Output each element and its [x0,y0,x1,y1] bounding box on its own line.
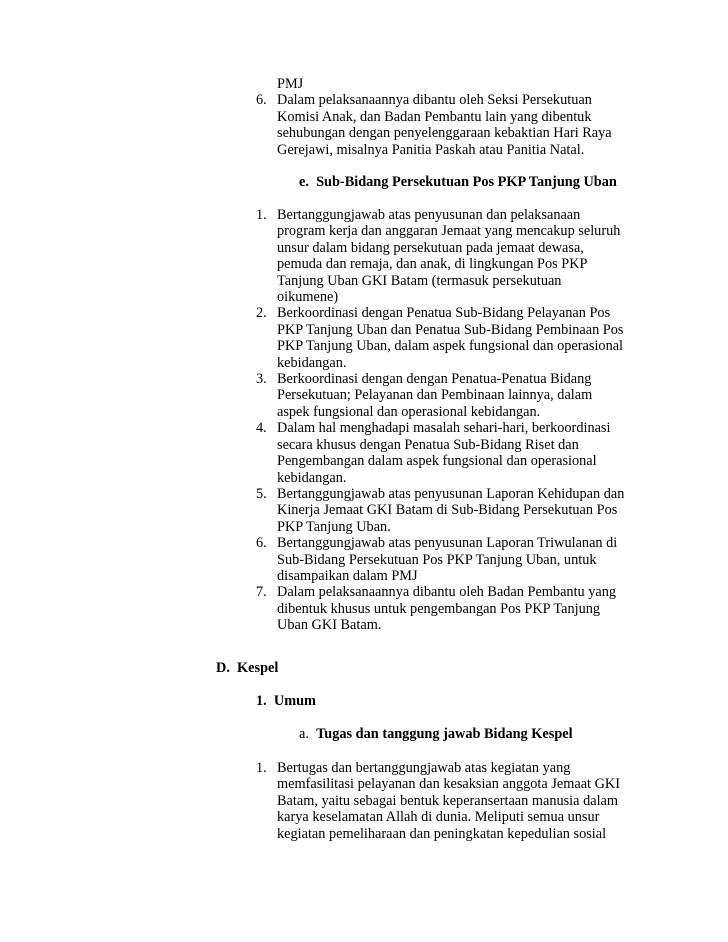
list-item-line: PKP Tanjung Uban. [277,518,391,535]
section-d-heading: D. Kespel [216,660,279,676]
list-item [0,420,728,486]
list-item-line: Komisi Anak, dan Badan Pembantu lain yang dibentuk [277,108,592,125]
list-item-line: Batam, yaitu sebagai bentuk keperansertaan manusia dalam [277,792,619,809]
list-item-line: Gerejawi, misalnya Panitia Paskah atau Panitia Natal. [277,141,585,158]
list-item-number: 5. [256,485,267,502]
list-item-line: PKP Tanjung Uban, dalam aspek fungsional dan operasional [277,338,624,355]
list-item-number: 1. [256,760,267,776]
section-e-marker: e. [299,174,309,190]
subsection-a-heading [299,726,573,742]
list-item-line: kebidangan. [277,469,347,486]
list-item-number: 6. [256,535,267,552]
list-item [0,535,728,584]
list-item-number: 4. [256,420,267,437]
list-item-line: disampaikan dalam PMJ [277,567,418,584]
section-e-heading [299,174,617,190]
list-item-line: oikumene) [277,289,339,306]
list-item-line: karya keselamatan Allah di dunia. Meliputi semua unsur [277,809,600,826]
list-item-number: 1. [256,207,267,223]
list-item-line: Bertanggungjawab atas penyusunan dan pelaksanaan [277,207,581,223]
list-item-line: secara khusus dengan Penatua Sub-Bidang Riset dan [277,436,579,453]
list-item-line: Berkoordinasi dengan Penatua Sub-Bidang Pelayanan Pos [277,305,611,322]
list-item-line: dibentuk khusus untuk pengembangan Pos PKP Tanjung [277,600,601,617]
list-item-number: 7. [256,584,267,601]
list-fragment-line: PMJ [277,76,304,92]
list-item-number: 3. [256,371,267,388]
list-item [0,305,728,371]
list-item-line: Dalam hal menghadapi masalah sehari-hari, berkoordinasi [277,420,611,437]
list-item-line: Berkoordinasi dengan dengan Penatua-Penatua Bidang [277,371,592,388]
list-item-number: 6. [256,92,267,109]
section-e-list [0,207,728,634]
section-d-list [0,760,728,842]
list-item-line: Sub-Bidang Persekutuan Pos PKP Tanjung Uban, untuk [277,551,597,568]
list-item [0,584,728,633]
list-item-line: program kerja dan anggaran Jemaat yang mencakup seluruh [277,223,621,240]
list-item [0,92,728,158]
list-item [0,760,728,842]
subsection-a-title: Tugas dan tanggung jawab Bidang Kespel [316,726,573,742]
list-item-line: Uban GKI Batam. [277,617,382,634]
top-list [0,76,728,158]
list-item-line: sehubungan dengan penyelenggaraan kebaktian Hari Raya [277,125,612,142]
list-item [0,207,728,305]
list-item-line: PKP Tanjung Uban dan Penatua Sub-Bidang Pembinaan Pos [277,321,624,338]
list-item-line: Bertugas dan bertanggungjawab atas kegiatan yang [277,760,571,776]
list-item-line: Bertanggungjawab atas penyusunan Laporan Triwulanan di [277,535,618,552]
list-item-line: Dalam pelaksanaannya dibantu oleh Badan Pembantu yang [277,584,617,601]
list-item-line: pemuda dan remaja, dan anak, di lingkungan Pos PKP [277,256,588,273]
list-item-line: kebidangan. [277,354,347,371]
list-item-line: Persekutuan; Pelayanan dan Pembinaan lainnya, dalam [277,387,593,404]
list-item-line: aspek fungsional dan operasional kebidangan. [277,403,541,420]
list-item-line: Pengembangan dalam aspek fungsional dan operasional [277,453,597,470]
list-item [0,486,728,535]
list-item-number: 2. [256,305,267,322]
list-item [0,371,728,420]
list-item-line: Kinerja Jemaat GKI Batam di Sub-Bidang Persekutuan Pos [277,502,618,519]
list-item-line: Dalam pelaksanaannya dibantu oleh Seksi Persekutuan [277,92,592,109]
subsection-umum-heading: 1. Umum [256,693,316,709]
list-item-line: Bertanggungjawab atas penyusunan Laporan Kehidupan dan [277,485,625,502]
section-e-title: Sub-Bidang Persekutuan Pos PKP Tanjung Uban [316,174,617,190]
list-item-line: memfasilitasi pelayanan dan kesaksian anggota Jemaat GKI [277,776,621,793]
subsection-a-marker: a. [299,726,309,742]
list-item-line: unsur dalam bidang persekutuan pada jemaat dewasa, [277,239,584,256]
list-item-line: Tanjung Uban GKI Batam (termasuk persekutuan [277,272,562,289]
list-item-line: kegiatan pemeliharaan dan peningkatan kepedulian sosial [277,825,607,842]
